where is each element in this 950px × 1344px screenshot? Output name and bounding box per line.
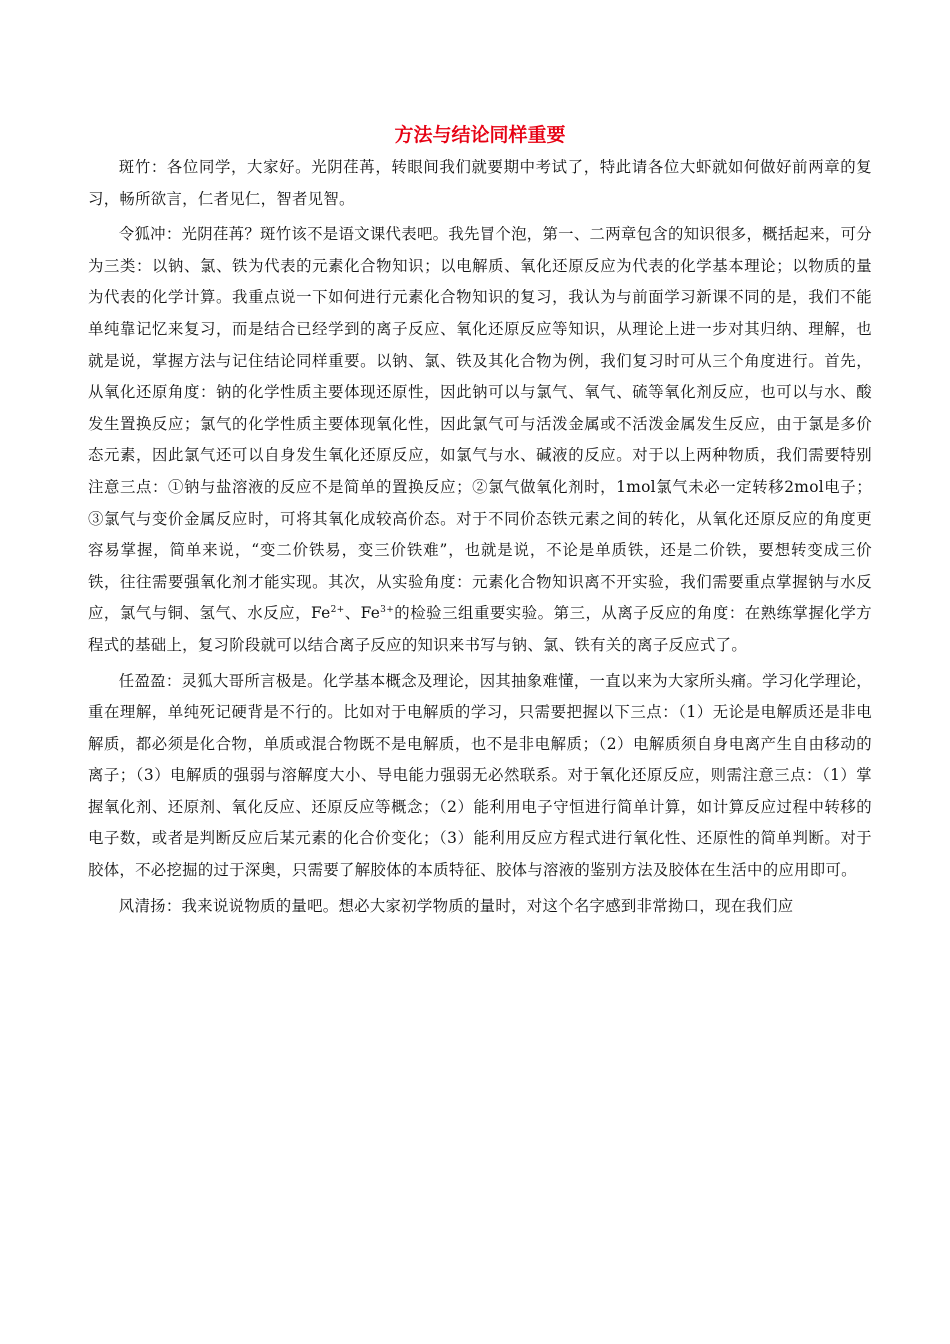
paragraph-fengqingyang: 风清扬：我来说说物质的量吧。想必大家初学物质的量时，对这个名字感到非常拗口，现在我们应 — [118, 896, 794, 915]
ion-separator: 、 — [344, 604, 361, 623]
ion-fe3-symbol: Fe — [360, 604, 381, 623]
ion-fe2-charge: 2+ — [330, 605, 345, 616]
ion-fe2-symbol: Fe — [311, 604, 331, 623]
document-page — [88, 118, 872, 926]
ion-fe3-charge: 3+ — [380, 605, 395, 616]
document-title: 方法与结论同样重要 — [394, 124, 566, 146]
paragraph-renyingying: 任盈盈：灵狐大哥所言极是。化学基本概念及理论，因其抽象难懂，一直以来为大家所头痛。学习化学理论，重在理解，单纯死记硬背是不行的。比如对于电解质的学习，只需要把握以下三点：（1）无论是电解质还是非电解质，都必须是化合物，单质或混合物既不是电解质，也不是非电解质；（2）电解质须自身电离产生自由移动的离子；（3）电解质的强弱与溶解度大小、导电能力强弱无必然联系。对于氧化还原反应，则需注意三点：（1）掌握氧化剂、还原剂、氧化反应、还原反应等概念；（2）能利用电子守恒进行简单计算，如计算反应过程中转移的电子数，或者是判断反应后某元素的化合价变化；（3）能利用反应方程式进行氧化性、还原性的简单判断。对于胶体，不必挖掘的过于深奥，只需要了解胶体的本质特征、胶体与溶液的鉴别方法及胶体在生活中的应用即可。 — [88, 671, 872, 880]
paragraph-linghuchong-text: 令狐冲：光阴荏苒？斑竹该不是语文课代表吧。我先冒个泡，第一、二两章包含的知识很多，概括起来，可分为三类：以钠、氯、铁为代表的元素化合物知识；以电解质、氧化还原反应为代表的化学基本理论；以物质的量为代表的化学计算。我重点说一下如何进行元素化合物知识的复习，我认为与前面学习新课不同的是，我们不能单纯靠记忆来复习，而是结合已经学到的离子反应、氧化还原反应等知识，从理论上进一步对其归纳、理解，也就是说，掌握方法与记住结论同样重要。以钠、氯、铁及其化合物为例，我们复习时可从三个角度进行。首先，从氧化还原角度：钠的化学性质主要体现还原性，因此钠可以与氯气、氧气、硫等氧化剂反应，也可以与水、酸发生置换反应；氯气的化学性质主要体现氧化性，因此氯气可与活泼金属或不活泼金属发生反应，由于氯是多价态元素，因此氯气还可以自身发生氧化还原反应，如氯气与水、碱液的反应。对于以上两种物质，我们需要特别注意三点：①钠与盐溶液的反应不是简单的置换反应；②氯气做氧化剂时，1mol氯气未必一定转移2mol电子；③氯气与变价金属反应时，可将其氧化成较高价态。对于不同价态铁元素之间的转化，从氧化还原反应的角度更容易掌握，简单来说，“变二价铁易，变三价铁难”，也就是说，不论是单质铁，还是二价铁，要想转变成三价铁，往往需要强氧化剂才能实现。其次，从实验角度：元素化合物知识离不开实验，我们需要重点掌握钠与水反应，氯气与铜、氢气、水反应， — [88, 225, 872, 623]
ion-fe2 — [311, 604, 344, 622]
ion-fe3 — [361, 604, 394, 622]
paragraph-linghuchong-text-end: 的检验三组重要实验。第三，从离子反应的角度：在熟练掌握化学方程式的基础上，复习阶段就可以结合离子反应的知识来书写与钠、氯、铁有关的离子反应式了。 — [88, 604, 872, 654]
paragraph-banzhu: 斑竹：各位同学，大家好。光阴荏苒，转眼间我们就要期中考试了，特此请各位大虾就如何做好前两章的复习，畅所欲言，仁者见仁，智者见智。 — [88, 158, 872, 208]
paragraph-linghuchong — [88, 219, 872, 661]
